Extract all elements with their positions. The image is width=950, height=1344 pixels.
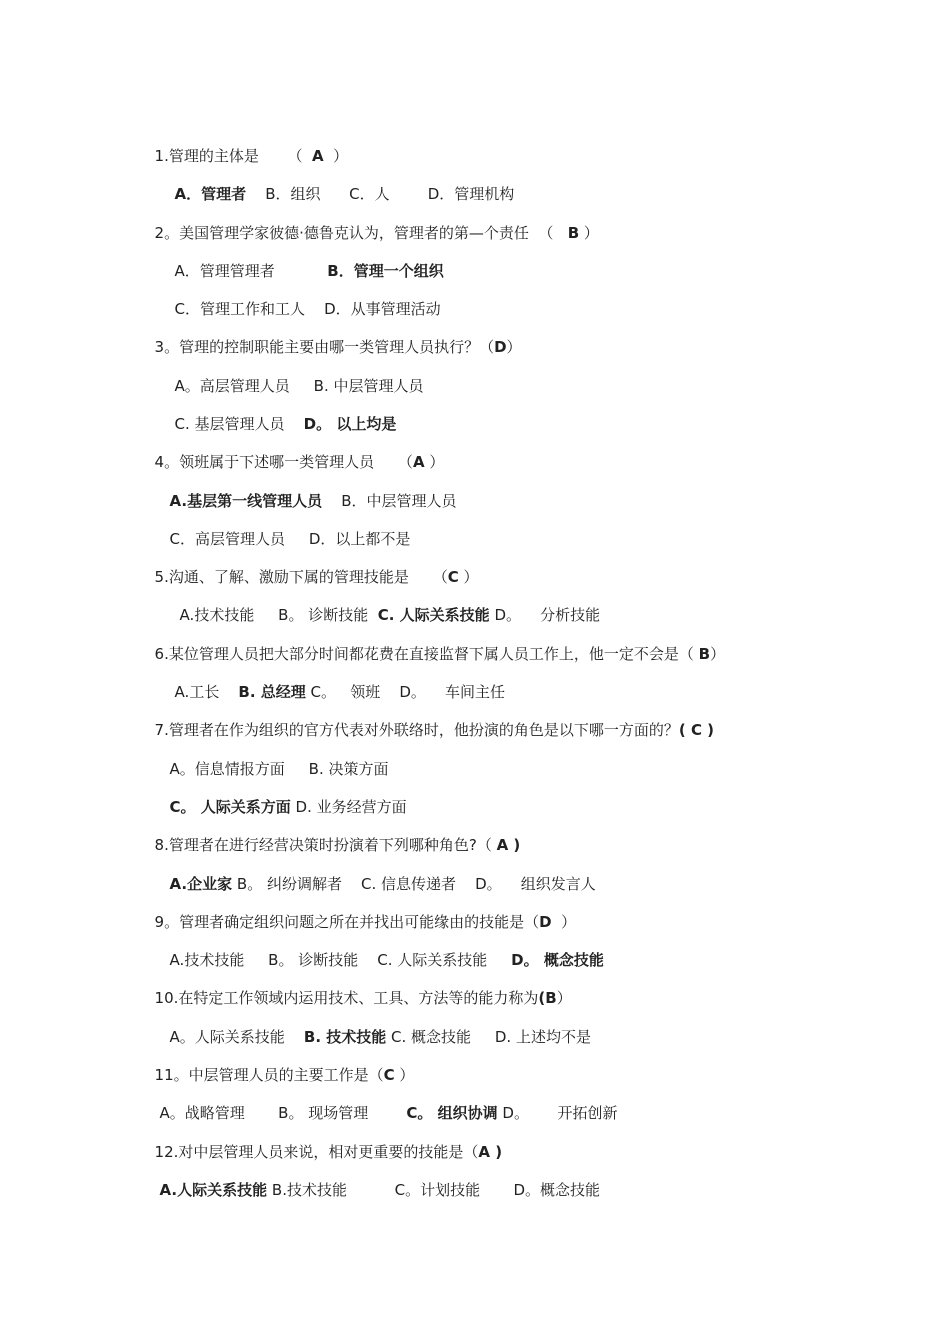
- options-4a: [160, 471, 457, 510]
- option-text: D。 开拓创新: [497, 1104, 618, 1122]
- answer-key: ( C ): [678, 721, 715, 739]
- question-text: ）: [551, 913, 577, 931]
- question-12: [145, 1122, 503, 1161]
- options-2b: [165, 279, 441, 318]
- options-7a: [160, 739, 389, 778]
- option-text: A．管理管理者: [174, 262, 328, 280]
- options-4b: [160, 509, 411, 548]
- options-6: [165, 662, 505, 701]
- question-1: [145, 126, 349, 165]
- option-correct: C。 人际关系方面: [169, 798, 291, 816]
- option-text: A。战略管理 B。 现场管理: [159, 1104, 407, 1122]
- question-text: ）: [556, 989, 572, 1007]
- option-text: B．中层管理人员: [322, 492, 457, 510]
- question-text: ）: [710, 645, 726, 663]
- answer-key: D: [494, 338, 507, 356]
- option-correct: A.基层第一线管理人员: [169, 492, 323, 510]
- question-text: 8.管理者在进行经营决策时扮演着下列哪种角色?（: [154, 836, 497, 854]
- question-10: [145, 968, 572, 1007]
- option-text: A.工长: [174, 683, 239, 701]
- option-text: B。 纠纷调解者 C. 信息传递者 D。 组织发言人: [232, 875, 596, 893]
- options-10: [160, 1007, 591, 1046]
- option-correct: C。 组织协调: [406, 1104, 498, 1122]
- option-text: C。 领班 D。 车间主任: [305, 683, 505, 701]
- answer-key: A ): [478, 1143, 503, 1161]
- option-text: D。 分析技能: [489, 606, 601, 624]
- option-text: D. 业务经营方面: [290, 798, 407, 816]
- option-text: A.技术技能 B。 诊断技能 C. 人际关系技能: [169, 951, 512, 969]
- question-text: 2。美国管理学家彼德·德鲁克认为，管理者的第—个责任 （: [154, 224, 568, 242]
- question-text: 9。管理者确定组织问题之所在并找出可能缘由的技能是（: [154, 913, 540, 931]
- question-text: ）: [323, 147, 349, 165]
- question-6: [145, 624, 726, 663]
- option-correct: C. 人际关系技能: [377, 606, 490, 624]
- answer-key: D: [539, 913, 552, 931]
- options-5: [170, 585, 601, 624]
- question-2: [145, 203, 599, 242]
- question-4: [145, 432, 445, 471]
- option-text: C. 概念技能 D. 上述均不是: [386, 1028, 591, 1046]
- question-text: 10.在特定工作领域内运用技术、工具、方法等的能力称为: [154, 989, 539, 1007]
- question-text: ）: [394, 1066, 415, 1084]
- question-9: [145, 892, 577, 931]
- option-text: B．组织 C．人 D．管理机构: [246, 185, 515, 203]
- option-text: C．管理工作和工人 D．从事管理活动: [174, 300, 441, 318]
- question-text: 4。领班属于下述哪一类管理人员 （: [154, 453, 413, 471]
- question-text: 1.管理的主体是 （: [154, 147, 313, 165]
- question-text: 12.对中层管理人员来说，相对更重要的技能是（: [154, 1143, 479, 1161]
- options-11: [150, 1083, 618, 1122]
- answer-key: B: [567, 224, 580, 242]
- options-9: [160, 930, 604, 969]
- option-text: C. 基层管理人员: [174, 415, 304, 433]
- question-text: ）: [424, 453, 445, 471]
- question-8: [145, 815, 521, 854]
- options-1: [165, 164, 515, 203]
- options-8: [160, 854, 596, 893]
- option-correct: B. 技术技能: [303, 1028, 387, 1046]
- question-text: 6.某位管理人员把大部分时间都花费在直接监督下属人员工作上，他一定不会是（: [154, 645, 699, 663]
- options-3a: [165, 356, 424, 395]
- question-text: ）: [458, 568, 479, 586]
- question-11: [145, 1045, 415, 1084]
- options-3b: [165, 394, 397, 433]
- answer-key: A: [412, 453, 425, 471]
- options-2a: [165, 241, 444, 280]
- options-12: [150, 1160, 601, 1199]
- question-text: ）: [579, 224, 599, 242]
- option-text: A。人际关系技能: [169, 1028, 304, 1046]
- question-7: [145, 700, 715, 739]
- option-correct: A．管理者: [174, 185, 247, 203]
- option-text: C．高层管理人员 D．以上都不是: [169, 530, 411, 548]
- question-5: [145, 547, 479, 586]
- option-correct: A.企业家: [169, 875, 233, 893]
- options-7b: [160, 777, 407, 816]
- option-correct: D。 以上均是: [303, 415, 397, 433]
- option-text: A。信息情报方面 B. 决策方面: [169, 760, 389, 778]
- option-text: A。高层管理人员 B. 中层管理人员: [174, 377, 424, 395]
- option-text: A.技术技能 B。 诊断技能: [179, 606, 378, 624]
- question-3: [145, 317, 522, 356]
- option-text: B.技术技能 C。计划技能 D。概念技能: [267, 1181, 601, 1199]
- option-correct: B. 总经理: [238, 683, 306, 701]
- option-correct: A.人际关系技能: [159, 1181, 268, 1199]
- question-text: 7.管理者在作为组织的官方代表对外联络时，他扮演的角色是以下哪一方面的？: [154, 721, 679, 739]
- question-text: ）: [506, 338, 522, 356]
- answer-key: C: [447, 568, 459, 586]
- question-text: 3。管理的控制职能主要由哪一类管理人员执行？（: [154, 338, 495, 356]
- answer-key: A: [312, 147, 324, 165]
- answer-key: C: [383, 1066, 395, 1084]
- option-correct: B．管理一个组织: [327, 262, 444, 280]
- question-text: 5.沟通、了解、激励下属的管理技能是 （: [154, 568, 448, 586]
- answer-key: B: [698, 645, 711, 663]
- question-text: 11。中层管理人员的主要工作是（: [154, 1066, 384, 1084]
- option-correct: D。 概念技能: [511, 951, 604, 969]
- answer-key: (B: [538, 989, 557, 1007]
- answer-key: A ): [496, 836, 521, 854]
